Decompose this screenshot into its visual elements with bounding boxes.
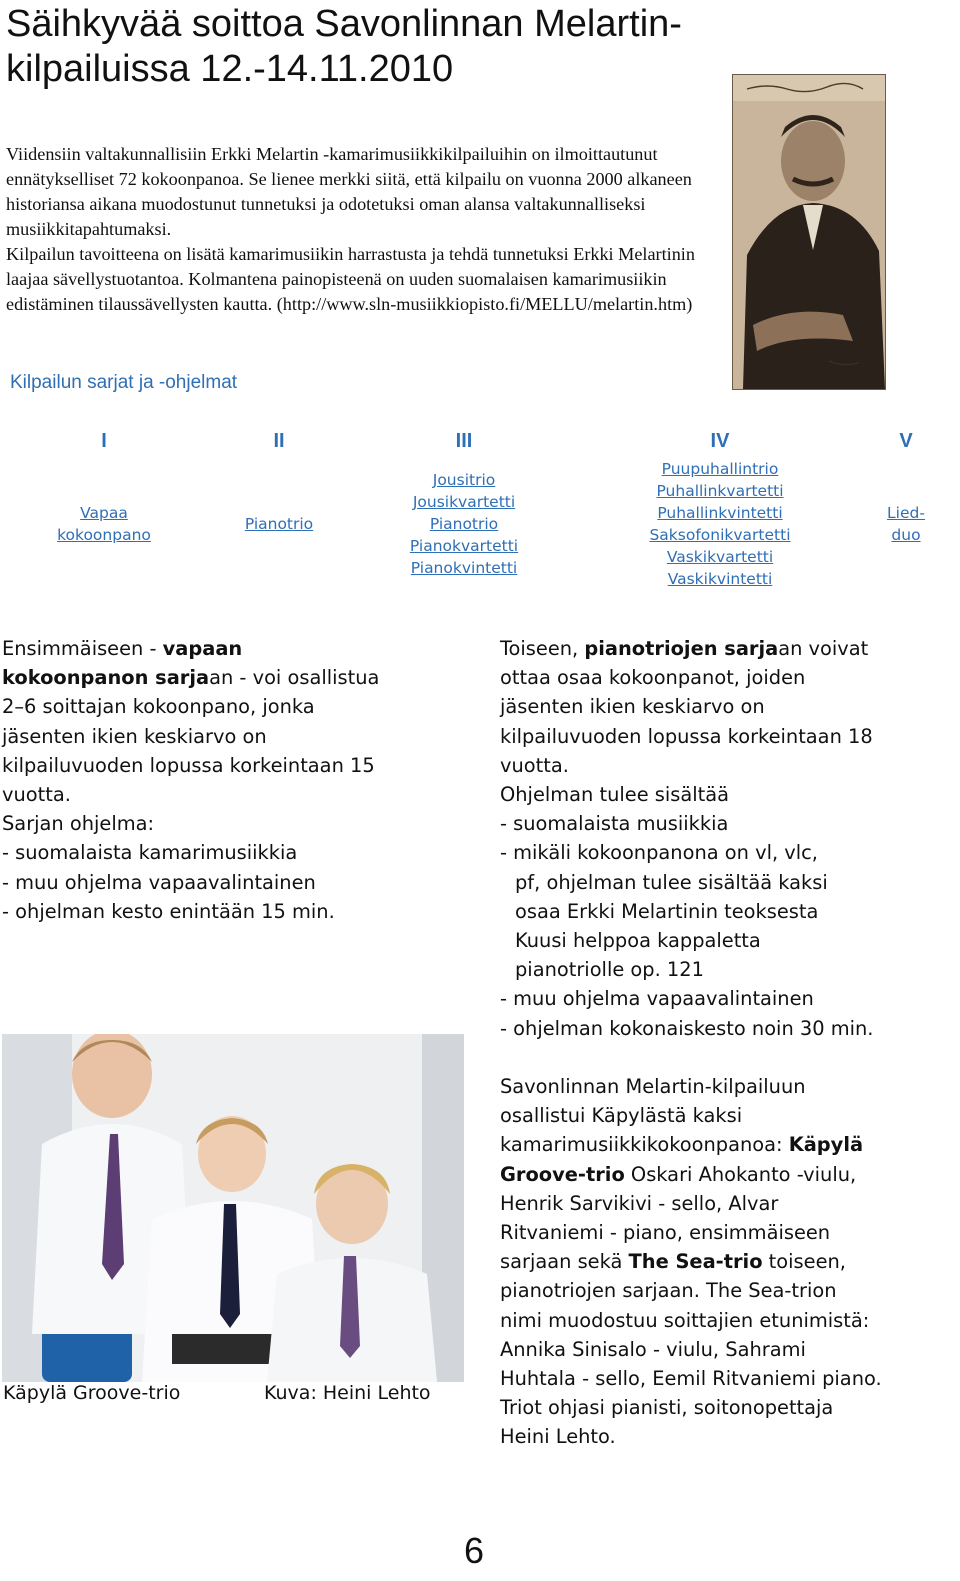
- intro-paragraph-1: Viidensiin valtakunnallisiin Erkki Melartin -kamarimusiikkikilpailuihin on ilmoittautunut ennätykselliset 72 kokoonpanoa. Se lienee merkki siitä, että kilpailu on vuonna 2000 alkaneen historiansa aikana muodostunut tunnetuksi ja odotetuksi oman alansa valtakunnalliseksi musiikkitapahtumaksi.: [6, 144, 692, 239]
- group-photo: [2, 1034, 464, 1382]
- series-numeral-3: III: [455, 430, 473, 452]
- series-3-item[interactable]: Pianokvintetti: [410, 559, 518, 577]
- bottom-line-bold: Käpylä: [788, 1133, 864, 1157]
- bottom-line: Annika Sinisalo - viulu, Sahrami: [500, 1337, 806, 1361]
- left-line: [2, 634, 472, 663]
- left-line-text: Ensimmäiseen -: [2, 637, 163, 660]
- series-numeral-5: V: [899, 430, 913, 452]
- right-line: Ohjelman tulee sisältää: [500, 783, 730, 807]
- bottom-line-text: kamarimusiikkikokoonpanoa:: [500, 1133, 789, 1157]
- right-line-text: Toiseen,: [500, 637, 585, 660]
- left-line: jäsenten ikien keskiarvo on: [2, 724, 267, 748]
- right-line: Kuusi helppoa kappaletta: [515, 929, 761, 953]
- right-line-text: an voivat: [778, 637, 869, 660]
- left-line-text: an - voi osallistua: [209, 666, 380, 690]
- series-4-item[interactable]: Puhallinkvintetti: [657, 504, 783, 522]
- series-5-item[interactable]: duo: [891, 526, 921, 544]
- right-column-text: [500, 634, 955, 1043]
- intro-paragraph-2-text: Kilpailun tavoitteena on lisätä kamarimusiikin harrastusta ja tehdä tunnetuksi Erkki Melartinin laajaa sävellystuotantoa. Kolmantena painopisteenä on uuden suomalaisen kamarimusiikin edistäminen tilaussävellysten kautta.: [6, 244, 695, 314]
- left-line: kilpailuvuoden lopussa korkeintaan 15: [2, 753, 375, 777]
- series-4-item[interactable]: Vaskikvintetti: [667, 570, 773, 588]
- right-line: jäsenten ikien keskiarvo on: [500, 695, 765, 719]
- left-line: - suomalaista kamarimusiikkia: [2, 841, 298, 865]
- series-3-list: [389, 469, 539, 579]
- portrait-photo: [732, 74, 886, 390]
- series-section-label: Kilpailun sarjat ja -ohjelmat: [10, 372, 238, 393]
- series-1-item[interactable]: kokoonpano: [57, 526, 151, 544]
- bottom-line: [500, 1130, 955, 1159]
- series-4-item[interactable]: Puupuhallintrio: [661, 460, 779, 478]
- series-4-list: [625, 458, 815, 590]
- bottom-text: [500, 1072, 955, 1452]
- left-column-text: [2, 634, 472, 926]
- left-line: [2, 663, 472, 692]
- bottom-line: Savonlinnan Melartin-kilpailuun: [500, 1075, 806, 1098]
- bottom-line: osallistui Käpylästä kaksi: [500, 1104, 743, 1128]
- photo-credit: Kuva: Heini Lehto: [264, 1382, 431, 1404]
- bottom-line-text: sarjaan sekä: [500, 1250, 629, 1274]
- intro-text: [6, 142, 706, 317]
- series-5-item[interactable]: Lied-: [887, 504, 925, 522]
- series-4-item[interactable]: Puhallinkvartetti: [656, 482, 784, 500]
- left-line: 2–6 soittajan kokoonpano, jonka: [2, 695, 315, 719]
- series-3-item[interactable]: Pianotrio: [429, 515, 499, 533]
- intro-paragraph-2: [6, 242, 706, 317]
- page-title: Säihkyvää soittoa Savonlinnan Melartin-kilpailuissa 12.-14.11.2010: [6, 3, 682, 90]
- bottom-line: [500, 1247, 955, 1276]
- bottom-line: Henrik Sarvikivi - sello, Alvar: [500, 1191, 779, 1215]
- bottom-line: Heini Lehto.: [500, 1425, 616, 1449]
- left-line: - muu ohjelma vapaavalintainen: [2, 870, 316, 894]
- bottom-line-bold: Groove-trio: [500, 1162, 625, 1186]
- series-3-item[interactable]: Jousitrio: [432, 471, 496, 489]
- right-line: - suomalaista musiikkia: [500, 812, 729, 836]
- bottom-line-bold: The Sea-trio: [628, 1250, 763, 1274]
- intro-link[interactable]: (http://www.sln-musiikkiopisto.fi/MELLU/melartin.htm): [276, 294, 693, 314]
- right-line: vuotta.: [500, 753, 569, 777]
- series-3-item[interactable]: Jousikvartetti: [412, 493, 516, 511]
- left-line-bold: kokoonpanon sarja: [2, 666, 210, 690]
- left-line: Sarjan ohjelma:: [2, 812, 155, 836]
- series-2-item[interactable]: Pianotrio: [244, 515, 314, 533]
- series-numeral-2: II: [273, 430, 285, 452]
- right-line: - ohjelman kokonaiskesto noin 30 min.: [500, 1016, 874, 1040]
- bottom-line: pianotriojen sarjaan. The Sea-trion: [500, 1279, 837, 1303]
- series-numeral-4: IV: [710, 430, 730, 452]
- bottom-line: nimi muodostuu soittajien etunimistä:: [500, 1308, 870, 1332]
- series-2-list: [219, 513, 339, 535]
- bottom-line-text: toiseen,: [762, 1250, 846, 1274]
- bottom-line: Huhtala - sello, Eemil Ritvaniemi piano.: [500, 1367, 882, 1391]
- bottom-line: Triot ohjasi pianisti, soitonopettaja: [500, 1396, 834, 1420]
- right-line: kilpailuvuoden lopussa korkeintaan 18: [500, 724, 873, 748]
- bottom-line: Ritvaniemi - piano, ensimmäiseen: [500, 1221, 831, 1245]
- bottom-line: [500, 1160, 955, 1189]
- right-line: [500, 634, 955, 663]
- left-line-bold: vapaan: [162, 637, 243, 660]
- right-line: ottaa osaa kokoonpanot, joiden: [500, 666, 806, 690]
- right-line: pianotriolle op. 121: [515, 958, 704, 982]
- left-line: vuotta.: [2, 783, 71, 807]
- series-4-item[interactable]: Vaskikvartetti: [666, 548, 774, 566]
- series-1-item[interactable]: Vapaa: [80, 504, 128, 522]
- right-line: osaa Erkki Melartinin teoksesta: [515, 899, 819, 923]
- series-numeral-1: I: [101, 430, 107, 452]
- bottom-line-text: Oskari Ahokanto -viulu,: [624, 1162, 857, 1186]
- photo-caption: Käpylä Groove-trio: [3, 1382, 181, 1404]
- left-line: - ohjelman kesto enintään 15 min.: [2, 899, 335, 923]
- series-3-item[interactable]: Pianokvartetti: [409, 537, 519, 555]
- page-number: 6: [464, 1530, 485, 1571]
- series-1-list: [34, 502, 174, 546]
- series-4-item[interactable]: Saksofonikvartetti: [649, 526, 791, 544]
- right-line: - mikäli kokoonpanona on vl, vlc,: [500, 841, 818, 865]
- series-5-list: [866, 502, 946, 546]
- right-line: pf, ohjelman tulee sisältää kaksi: [515, 870, 828, 894]
- right-line: - muu ohjelma vapaavalintainen: [500, 987, 814, 1011]
- right-line-bold: pianotriojen sarja: [584, 637, 779, 660]
